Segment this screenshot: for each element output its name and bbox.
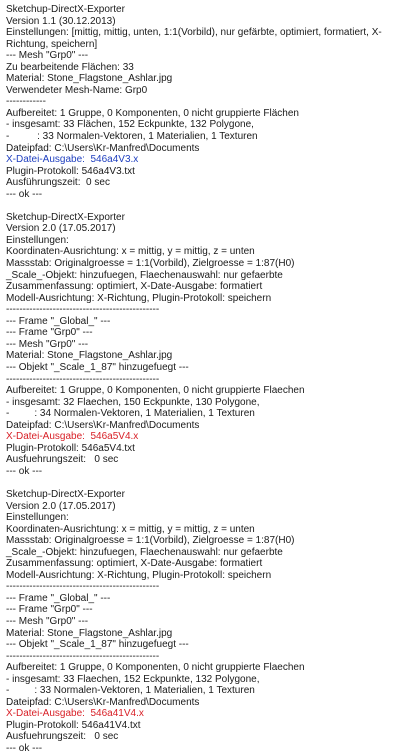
log-line: --- Mesh "Grp0" ---: [6, 615, 89, 627]
log-line: Modell-Ausrichtung: X-Richtung, Plugin-Protokoll: speichern: [6, 292, 272, 304]
log-line: Einstellungen:: [6, 234, 69, 246]
log-line: ----------------------------------------------: [6, 304, 160, 316]
log-line: Aufbereitet: 1 Gruppe, 0 Komponenten, 0 nicht gruppierte Flaechen: [6, 662, 305, 674]
log-line: Massstab: Originalgroesse = 1:1(Vorbild), Zielgroesse = 1:87(H0): [6, 258, 295, 270]
log-line: _Scale_-Objekt: hinzufuegen, Flaechenauswahl: nur gefaerbte: [6, 546, 283, 558]
log-line: --- ok ---: [6, 188, 43, 200]
block-spacer: [6, 477, 408, 489]
log-line: Aufbereitet: 1 Gruppe, 0 Komponenten, 0 nicht gruppierte Flaechen: [6, 385, 305, 397]
log-line: Aufbereitet: 1 Gruppe, 0 Komponenten, 0 nicht gruppierte Flächen: [6, 107, 299, 119]
output-file-line: X-Datei-Ausgabe: 546a4V3.x: [6, 154, 139, 166]
log-line: - : 33 Normalen-Vektoren, 1 Materialien, 1 Texturen: [6, 685, 255, 697]
output-file-line: X-Datei-Ausgabe: 546a41V4.x: [6, 708, 144, 720]
log-line: Plugin-Protokoll: 546a41V4.txt: [6, 719, 141, 731]
log-line: --- ok ---: [6, 465, 43, 477]
log-line: Massstab: Originalgroesse = 1:1(Vorbild), Zielgroesse = 1:87(H0): [6, 535, 295, 547]
log-line: ----------------------------------------------: [6, 650, 160, 662]
log-line: - insgesamt: 32 Flaechen, 150 Eckpunkte, 130 Polygone,: [6, 396, 260, 408]
log-line: - : 33 Normalen-Vektoren, 1 Materialien, 1 Texturen: [6, 131, 258, 143]
log-line: Zu bearbeitende Flächen: 33: [6, 61, 134, 73]
log-line: Version 2.0 (17.05.2017): [6, 500, 116, 512]
log-line: Material: Stone_Flagstone_Ashlar.jpg: [6, 627, 173, 639]
log-line: Material: Stone_Flagstone_Ashlar.jpg: [6, 73, 173, 85]
log-line: --- Frame "Grp0" ---: [6, 604, 93, 616]
log-line: Koordinaten-Ausrichtung: x = mittig, y = mittig, z = unten: [6, 246, 255, 258]
log-line: --- Frame "_Global_" ---: [6, 315, 111, 327]
log-line: --- Frame "_Global_" ---: [6, 592, 111, 604]
log-line: Version 2.0 (17.05.2017): [6, 223, 116, 235]
log-line: Sketchup-DirectX-Exporter: [6, 4, 125, 15]
log-line: ----------------------------------------------: [6, 373, 160, 385]
log-line: Zusammenfassung: optimiert, X-Date-Ausgabe: formatiert: [6, 558, 263, 570]
log-line: Ausfuehrungszeit: 0 sec: [6, 454, 119, 466]
log-line: Ausführungszeit: 0 sec: [6, 177, 110, 189]
log-line: Ausfuehrungszeit: 0 sec: [6, 731, 119, 743]
block-spacer: [6, 200, 408, 212]
log-line: - : 34 Normalen-Vektoren, 1 Materialien, 1 Texturen: [6, 408, 255, 420]
log-line: - insgesamt: 33 Flaechen, 152 Eckpunkte, 132 Polygone,: [6, 673, 260, 685]
log-line: ------------: [6, 96, 46, 108]
log-line: Einstellungen:: [6, 512, 69, 524]
output-file-line: X-Datei-Ausgabe: 546a5V4.x: [6, 431, 139, 443]
log-line: --- ok ---: [6, 743, 43, 754]
log-block: [6, 4, 408, 200]
log-line: Version 1.1 (30.12.2013): [6, 15, 116, 27]
log-line: --- Objekt "_Scale_1_87" hinzugefuegt ---: [6, 361, 189, 373]
log-line: Material: Stone_Flagstone_Ashlar.jpg: [6, 350, 173, 362]
log-line: Plugin-Protokoll: 546a4V3.txt: [6, 165, 135, 177]
log-line: _Scale_-Objekt: hinzufuegen, Flaechenauswahl: nur gefaerbte: [6, 269, 283, 281]
log-line: --- Objekt "_Scale_1_87" hinzugefuegt ---: [6, 639, 189, 651]
log-line: Einstellungen: [mittig, mittig, unten, 1:1(Vorbild), nur gefärbte, optimiert, formatiert, X-Richtung, speichern]: [6, 27, 382, 50]
log-line: ----------------------------------------------: [6, 581, 160, 593]
log-line: Plugin-Protokoll: 546a5V4.txt: [6, 442, 135, 454]
log-line: Sketchup-DirectX-Exporter: [6, 211, 125, 223]
log-block: [6, 212, 408, 478]
log-line: --- Mesh "Grp0" ---: [6, 50, 89, 62]
log-line: Modell-Ausrichtung: X-Richtung, Plugin-Protokoll: speichern: [6, 569, 272, 581]
log-line: Zusammenfassung: optimiert, X-Date-Ausgabe: formatiert: [6, 281, 263, 293]
log-line: Dateipfad: C:\Users\Kr-Manfred\Documents: [6, 696, 200, 708]
log-line: - insgesamt: 33 Flächen, 152 Eckpunkte, 132 Polygone,: [6, 119, 254, 131]
log-line: Koordinaten-Ausrichtung: x = mittig, y = mittig, z = unten: [6, 523, 255, 535]
log-block: [6, 489, 408, 755]
log-line: --- Mesh "Grp0" ---: [6, 338, 89, 350]
log-line: Verwendeter Mesh-Name: Grp0: [6, 84, 148, 96]
log-line: Dateipfad: C:\Users\Kr-Manfred\Documents: [6, 419, 200, 431]
log-line: Dateipfad: C:\Users\Kr-Manfred\Documents: [6, 142, 200, 154]
log-line: Sketchup-DirectX-Exporter: [6, 488, 125, 500]
log-line: --- Frame "Grp0" ---: [6, 327, 93, 339]
